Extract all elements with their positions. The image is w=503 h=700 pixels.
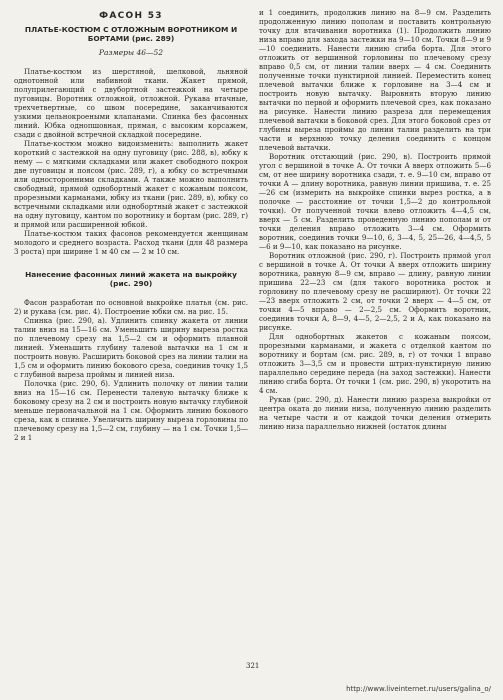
paragraph: и 1 соединить, продолжив линию на 8—9 см. Разделить продолженную линию пополам и поставить контрольную точку для втачивания воротника (1). Продолжить линию низа вправо для захода застежки на 9—10 см. Точки 8—9 и 9—10 соединить. Нанести линию сгиба борта. Для этого отложить от вершинной горловины по плечевому срезу вправо 0,5 см, от линии талии вверх — 4 см. Соединить полученные точки пунктирной линией. Переместить конец плечевой вытачки ближе к горловине на 3—4 см и построить новую вытачку. Выровнять вторую линию вытачки по первой и оформить плечевой срез, как показано на рисунке. Нанести линию разреза для перемещения плечевой вытачки в боковой срез. Для этого боковой срез от глубины выреза проймы до линии талии разделить на три части и верхнюю точку деления соединить с концом плечевой вытачки. — [259, 8, 491, 152]
paragraph: Платье-костюм можно видоизменить: выполнить жакет короткий с застежкой на одну пуговицу (рис. 288, в), юбку к нему — с мягкими складками или жакет свободного покроя две пуговицы и поясом (рис. 289, г), а юбку со встречными или односторонними складками. А также можно выполнить свободный, прямой однобортный жакет с кожаным поясом, прорезными карманами, юбку из ткани (рис. 289, в), юбку со встречными складками или однобортный жакет с застежкой на одну пуговицу, кантом по воротнику и бортам (рис. 289, г) и прямой или расширенной юбкой. — [14, 139, 248, 229]
paragraph: Спинка (рис. 290, а). Удлинить спинку жакета от линии талии вниз на 15—16 см. Уменьшить ширину выреза ростка по плечевому срезу на 1,5—2 см и оформить плавной линией. Уменьшить глубину талевой вытачки на 1 см и построить новую. Расширить боковой срез на линии талии на 1,5 см и оформить линию бокового среза, соединив точку 1,5 с глубиной выреза проймы и линией низа. — [14, 316, 248, 379]
paragraph: Платье-костюм таких фасонов рекомендуется женщинам молодого и среднего возраста. Расход ткани (для 48 размера 3 роста) при ширине 1 м 40 см — 2 м 10 см. — [14, 229, 248, 256]
page-number: 321 — [246, 662, 260, 670]
watermark-link[interactable]: http://www.liveinternet.ru/users/galina_o/ — [346, 685, 491, 693]
style-title: ФАСОН 53 — [99, 11, 163, 21]
paragraph: Для однобортных жакетов с кожаным поясом, прорезными карманами, и жакета с отделкой кантом по воротнику и бортам (см. рис. 289, в, г) от точки 1 вправо отложить 3—3,5 см и провести штрих-пунктирную линию параллельно середине переда (на заход застежки). Нанести линию сгиба борта. От точки 1 (см. рис. 290, в) укоротить на 4 см. — [259, 332, 491, 395]
sizes-line: Размеры 46—52 — [98, 48, 164, 57]
paragraph: Рукав (рис. 290, д). Нанести линию разреза выкройки от центра оката до линии низа, полученную линию разделить на четыре части и от каждой точки деления отмерить линию низа параллельно нижней (остаток длины — [259, 395, 491, 431]
paragraph: Фасон разработан по основной выкройке платья (см. рис. 2) и рукава (см. рис. 4). Построение юбки см. на рис. 15. — [14, 298, 248, 316]
paragraph: Платье-костюм из шерстяной, шелковой, льняной однотонной или набивной ткани. Жакет прямой, полуприлегающий с двубортной застежкой на четыре пуговицы. Воротник отложной, отложной. Рукава втачные, трехчетвертные, со швом посередине, заканчиваются узкими цельнокроеными клапанами. Спинка без фасонных линий. Юбка однопшовная, прямая, с высоким корсажем, сзади с двойной встречной складкой посередине. — [14, 67, 248, 139]
section-heading: Нанесение фасонных линий жакета на выкройку (рис. 290) — [25, 270, 237, 288]
paragraph: Воротник отложной (рис. 290, г). Построить прямой угол с вершиной в точке А. От точки А вверх отложить ширину воротника, равную 8—9 см, вправо — длину, равную линии пришива 22—23 см (для такого воротника росток и горловину по плечевому срезу не расширяют). От точки 22—23 вверх отложить 2 см, от точки 2 вверх — 4—5 см, от точки 4—5 вправо — 2—2,5 см. Оформить воротник, соединив точки А, 8—9, 4—5, 2—2,5, 2 и А, как показано на рисунке. — [259, 251, 491, 332]
right-column — [259, 8, 491, 431]
paragraph: Воротник отстающий (рис. 290, в). Построить прямой угол с вершиной в точке А. От точки А вверх отложить 5—6 см, от нее ширину воротника сзади, т. е. 9—10 см, вправо от точки А — длину воротника, равную линии пришива, т. е. 25—26 см (измерить на выкройке спинки вырез ростка, а в полочке — расстояние от точки 1,5—2 до контрольной точки). От полученной точки влево отложить 4—4,5 см, вверх — 5 см. Разделить проведенную линию пополам и от точки деления вправо отложить 3—4 см. Оформить воротник, соединив точки 9—10, 6, 3—4, 5, 25—26, 4—4,5, 5—6 и 9—10, как показано на рисунке. — [259, 152, 491, 251]
paragraph: Полочка (рис. 290, б). Удлинить полочку от линии талии вниз на 15—16 см. Перенести талевую вытачку ближе к боковому срезу на 2 см и построить новую вытачку глубиной меньше первоначальной на 1 см. Оформить линию бокового среза, как в спинке. Увеличить ширину выреза горловины по плечевому срезу на 1,5—2 см, глубину — на 1 см. Точки 1,5—2 и 1 — [14, 379, 248, 442]
style-heading: ПЛАТЬЕ-КОСТЮМ С ОТЛОЖНЫМ ВОРОТНИКОМ И БОРТАМИ (рис. 289) — [24, 25, 238, 43]
left-column — [14, 8, 248, 442]
